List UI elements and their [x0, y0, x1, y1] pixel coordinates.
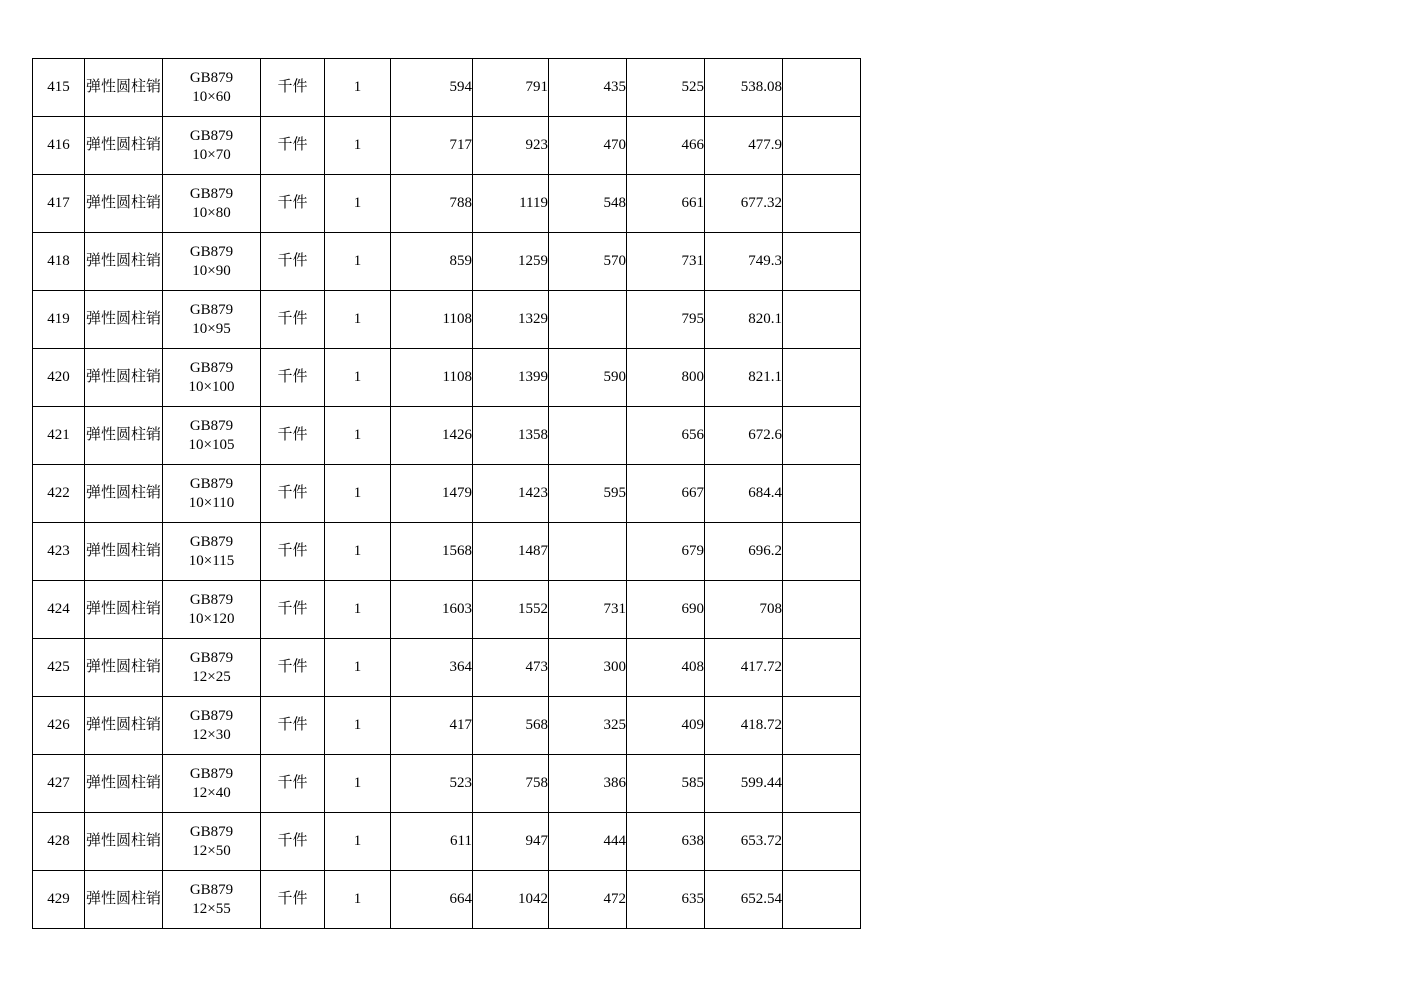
- cell-value-4[interactable]: 409: [627, 697, 705, 755]
- cell-index[interactable]: 422: [33, 465, 85, 523]
- cell-value-1[interactable]: 364: [391, 639, 473, 697]
- cell-index[interactable]: 419: [33, 291, 85, 349]
- cell-value-2[interactable]: 568: [473, 697, 549, 755]
- spec-standard-code: GB879: [189, 69, 234, 86]
- cell-value-2[interactable]: 1042: [473, 871, 549, 929]
- cell-quantity[interactable]: 1: [325, 349, 391, 407]
- cell-value-5[interactable]: 677.32: [705, 175, 783, 233]
- cell-note[interactable]: [783, 755, 861, 813]
- cell-value-3[interactable]: 731: [549, 581, 627, 639]
- cell-value-5[interactable]: 708: [705, 581, 783, 639]
- cell-value-1[interactable]: 417: [391, 697, 473, 755]
- cell-note[interactable]: [783, 175, 861, 233]
- spec-standard-code: GB879: [189, 185, 234, 202]
- cell-value-4[interactable]: 690: [627, 581, 705, 639]
- cell-value-1[interactable]: 594: [391, 59, 473, 117]
- cell-spec[interactable]: [163, 813, 261, 871]
- cell-value-3[interactable]: 470: [549, 117, 627, 175]
- cell-note[interactable]: [783, 349, 861, 407]
- cell-value-1[interactable]: 1108: [391, 291, 473, 349]
- cell-unit[interactable]: 千件: [261, 465, 325, 523]
- cell-value-4[interactable]: 731: [627, 233, 705, 291]
- price-table-container: [32, 58, 861, 929]
- cell-value-3[interactable]: 325: [549, 697, 627, 755]
- table-row[interactable]: [33, 349, 861, 407]
- cell-value-2[interactable]: 1487: [473, 523, 549, 581]
- cell-quantity[interactable]: 1: [325, 755, 391, 813]
- cell-value-4[interactable]: 656: [627, 407, 705, 465]
- cell-value-3[interactable]: 386: [549, 755, 627, 813]
- cell-value-4[interactable]: 525: [627, 59, 705, 117]
- cell-note[interactable]: [783, 407, 861, 465]
- cell-value-3[interactable]: 472: [549, 871, 627, 929]
- table-row[interactable]: [33, 581, 861, 639]
- cell-value-2[interactable]: 923: [473, 117, 549, 175]
- price-table-body: [33, 59, 861, 929]
- cell-unit[interactable]: 千件: [261, 349, 325, 407]
- spec-standard-code: GB879: [189, 881, 234, 898]
- price-table: [32, 58, 861, 929]
- cell-value-1[interactable]: 859: [391, 233, 473, 291]
- table-row[interactable]: [33, 639, 861, 697]
- cell-note[interactable]: [783, 523, 861, 581]
- cell-value-1[interactable]: 717: [391, 117, 473, 175]
- spec-dimension: 10×95: [192, 320, 231, 337]
- cell-value-2[interactable]: 1423: [473, 465, 549, 523]
- cell-note[interactable]: [783, 697, 861, 755]
- cell-value-5[interactable]: 652.54: [705, 871, 783, 929]
- spec-standard-code: GB879: [189, 765, 234, 782]
- cell-note[interactable]: [783, 639, 861, 697]
- cell-unit[interactable]: 千件: [261, 581, 325, 639]
- cell-quantity[interactable]: 1: [325, 639, 391, 697]
- spec-dimension: 12×25: [192, 668, 231, 685]
- spec-dimension: 10×120: [188, 610, 235, 627]
- spec-dimension: 10×80: [192, 204, 231, 221]
- cell-value-3[interactable]: 548: [549, 175, 627, 233]
- spec-dimension: 10×105: [188, 436, 235, 453]
- cell-value-5[interactable]: 820.1: [705, 291, 783, 349]
- table-row[interactable]: [33, 755, 861, 813]
- cell-value-2[interactable]: 1552: [473, 581, 549, 639]
- cell-name[interactable]: 弹性圆柱销: [85, 813, 163, 871]
- cell-note[interactable]: [783, 813, 861, 871]
- cell-value-5[interactable]: 684.4: [705, 465, 783, 523]
- cell-name[interactable]: 弹性圆柱销: [85, 175, 163, 233]
- cell-spec[interactable]: [163, 871, 261, 929]
- cell-index[interactable]: 417: [33, 175, 85, 233]
- spec-standard-code: GB879: [189, 301, 234, 318]
- spec-dimension: 12×30: [192, 726, 231, 743]
- cell-index[interactable]: 418: [33, 233, 85, 291]
- cell-index[interactable]: 416: [33, 117, 85, 175]
- cell-index[interactable]: 429: [33, 871, 85, 929]
- cell-name[interactable]: 弹性圆柱销: [85, 407, 163, 465]
- spec-dimension: 10×110: [188, 494, 235, 511]
- spec-dimension: 10×90: [192, 262, 231, 279]
- table-row[interactable]: [33, 697, 861, 755]
- cell-value-1[interactable]: 611: [391, 813, 473, 871]
- cell-value-5[interactable]: 749.3: [705, 233, 783, 291]
- cell-value-4[interactable]: 638: [627, 813, 705, 871]
- cell-value-5[interactable]: 696.2: [705, 523, 783, 581]
- cell-unit[interactable]: 千件: [261, 117, 325, 175]
- cell-value-5[interactable]: 672.6: [705, 407, 783, 465]
- cell-value-2[interactable]: 1119: [473, 175, 549, 233]
- cell-spec[interactable]: [163, 639, 261, 697]
- cell-spec[interactable]: [163, 175, 261, 233]
- table-row[interactable]: [33, 59, 861, 117]
- spec-standard-code: GB879: [189, 127, 234, 144]
- cell-value-4[interactable]: 635: [627, 871, 705, 929]
- cell-unit[interactable]: 千件: [261, 639, 325, 697]
- cell-value-3[interactable]: [549, 291, 627, 349]
- cell-name[interactable]: 弹性圆柱销: [85, 291, 163, 349]
- cell-spec[interactable]: [163, 117, 261, 175]
- cell-unit[interactable]: 千件: [261, 59, 325, 117]
- table-row[interactable]: [33, 233, 861, 291]
- spec-dimension: 12×50: [192, 842, 231, 859]
- cell-index[interactable]: 423: [33, 523, 85, 581]
- cell-name[interactable]: 弹性圆柱销: [85, 639, 163, 697]
- cell-index[interactable]: 421: [33, 407, 85, 465]
- cell-value-1[interactable]: 523: [391, 755, 473, 813]
- cell-value-5[interactable]: 653.72: [705, 813, 783, 871]
- cell-unit[interactable]: 千件: [261, 407, 325, 465]
- cell-spec[interactable]: [163, 59, 261, 117]
- cell-spec[interactable]: [163, 697, 261, 755]
- cell-name[interactable]: 弹性圆柱销: [85, 523, 163, 581]
- cell-name[interactable]: 弹性圆柱销: [85, 349, 163, 407]
- cell-value-4[interactable]: 661: [627, 175, 705, 233]
- cell-quantity[interactable]: 1: [325, 59, 391, 117]
- cell-unit[interactable]: 千件: [261, 291, 325, 349]
- cell-value-3[interactable]: 570: [549, 233, 627, 291]
- cell-value-5[interactable]: 821.1: [705, 349, 783, 407]
- cell-value-2[interactable]: 947: [473, 813, 549, 871]
- spec-dimension: 12×40: [192, 784, 231, 801]
- cell-value-3[interactable]: 595: [549, 465, 627, 523]
- cell-value-4[interactable]: 667: [627, 465, 705, 523]
- spec-dimension: 10×115: [188, 552, 235, 569]
- cell-value-2[interactable]: 1399: [473, 349, 549, 407]
- cell-value-2[interactable]: 758: [473, 755, 549, 813]
- cell-value-1[interactable]: 1603: [391, 581, 473, 639]
- cell-unit[interactable]: 千件: [261, 233, 325, 291]
- cell-value-1[interactable]: 1568: [391, 523, 473, 581]
- cell-index[interactable]: 415: [33, 59, 85, 117]
- cell-value-5[interactable]: 599.44: [705, 755, 783, 813]
- spec-standard-code: GB879: [189, 243, 234, 260]
- cell-name[interactable]: 弹性圆柱销: [85, 581, 163, 639]
- cell-note[interactable]: [783, 871, 861, 929]
- cell-spec[interactable]: [163, 755, 261, 813]
- cell-value-5[interactable]: 418.72: [705, 697, 783, 755]
- cell-value-2[interactable]: 1259: [473, 233, 549, 291]
- table-row[interactable]: [33, 175, 861, 233]
- cell-value-3[interactable]: 444: [549, 813, 627, 871]
- cell-note[interactable]: [783, 581, 861, 639]
- cell-quantity[interactable]: 1: [325, 697, 391, 755]
- spec-dimension: 10×70: [192, 146, 231, 163]
- table-row[interactable]: [33, 117, 861, 175]
- cell-value-4[interactable]: 679: [627, 523, 705, 581]
- cell-name[interactable]: 弹性圆柱销: [85, 755, 163, 813]
- table-row[interactable]: [33, 465, 861, 523]
- table-row[interactable]: [33, 407, 861, 465]
- cell-unit[interactable]: 千件: [261, 871, 325, 929]
- cell-value-3[interactable]: 435: [549, 59, 627, 117]
- table-row[interactable]: [33, 871, 861, 929]
- cell-value-3[interactable]: [549, 407, 627, 465]
- cell-value-1[interactable]: 1479: [391, 465, 473, 523]
- cell-index[interactable]: 424: [33, 581, 85, 639]
- cell-quantity[interactable]: 1: [325, 581, 391, 639]
- spec-standard-code: GB879: [189, 591, 234, 608]
- spec-dimension: 10×60: [192, 88, 231, 105]
- cell-note[interactable]: [783, 117, 861, 175]
- cell-quantity[interactable]: 1: [325, 291, 391, 349]
- cell-value-1[interactable]: 788: [391, 175, 473, 233]
- cell-quantity[interactable]: 1: [325, 117, 391, 175]
- cell-spec[interactable]: [163, 291, 261, 349]
- cell-value-1[interactable]: 1426: [391, 407, 473, 465]
- table-row[interactable]: [33, 291, 861, 349]
- cell-value-2[interactable]: 1358: [473, 407, 549, 465]
- cell-value-3[interactable]: 590: [549, 349, 627, 407]
- cell-spec[interactable]: [163, 581, 261, 639]
- cell-spec[interactable]: [163, 349, 261, 407]
- cell-value-4[interactable]: 795: [627, 291, 705, 349]
- cell-index[interactable]: 420: [33, 349, 85, 407]
- cell-quantity[interactable]: 1: [325, 407, 391, 465]
- cell-quantity[interactable]: 1: [325, 175, 391, 233]
- spec-standard-code: GB879: [189, 649, 234, 666]
- cell-unit[interactable]: 千件: [261, 523, 325, 581]
- spec-standard-code: GB879: [189, 359, 234, 376]
- cell-index[interactable]: 426: [33, 697, 85, 755]
- spec-standard-code: GB879: [189, 475, 234, 492]
- cell-value-4[interactable]: 408: [627, 639, 705, 697]
- cell-spec[interactable]: [163, 233, 261, 291]
- cell-unit[interactable]: 千件: [261, 755, 325, 813]
- cell-note[interactable]: [783, 465, 861, 523]
- cell-name[interactable]: 弹性圆柱销: [85, 465, 163, 523]
- cell-unit[interactable]: 千件: [261, 175, 325, 233]
- cell-value-5[interactable]: 417.72: [705, 639, 783, 697]
- cell-value-5[interactable]: 477.9: [705, 117, 783, 175]
- table-row[interactable]: [33, 523, 861, 581]
- table-row[interactable]: [33, 813, 861, 871]
- cell-value-2[interactable]: 1329: [473, 291, 549, 349]
- cell-quantity[interactable]: 1: [325, 813, 391, 871]
- spec-standard-code: GB879: [189, 823, 234, 840]
- cell-index[interactable]: 425: [33, 639, 85, 697]
- cell-unit[interactable]: 千件: [261, 697, 325, 755]
- cell-value-1[interactable]: 1108: [391, 349, 473, 407]
- cell-name[interactable]: 弹性圆柱销: [85, 697, 163, 755]
- spec-dimension: 12×55: [192, 900, 231, 917]
- cell-name[interactable]: 弹性圆柱销: [85, 117, 163, 175]
- spec-standard-code: GB879: [189, 707, 234, 724]
- cell-name[interactable]: 弹性圆柱销: [85, 871, 163, 929]
- cell-note[interactable]: [783, 291, 861, 349]
- cell-value-3[interactable]: [549, 523, 627, 581]
- cell-unit[interactable]: 千件: [261, 813, 325, 871]
- spec-dimension: 10×100: [188, 378, 235, 395]
- cell-note[interactable]: [783, 59, 861, 117]
- cell-value-4[interactable]: 800: [627, 349, 705, 407]
- cell-quantity[interactable]: 1: [325, 233, 391, 291]
- spec-standard-code: GB879: [189, 417, 234, 434]
- cell-index[interactable]: 428: [33, 813, 85, 871]
- cell-quantity[interactable]: 1: [325, 465, 391, 523]
- cell-spec[interactable]: [163, 523, 261, 581]
- spec-standard-code: GB879: [189, 533, 234, 550]
- cell-value-5[interactable]: 538.08: [705, 59, 783, 117]
- cell-quantity[interactable]: 1: [325, 871, 391, 929]
- cell-name[interactable]: 弹性圆柱销: [85, 59, 163, 117]
- cell-value-2[interactable]: 473: [473, 639, 549, 697]
- cell-spec[interactable]: [163, 465, 261, 523]
- cell-value-4[interactable]: 466: [627, 117, 705, 175]
- cell-note[interactable]: [783, 233, 861, 291]
- cell-spec[interactable]: [163, 407, 261, 465]
- cell-index[interactable]: 427: [33, 755, 85, 813]
- cell-value-3[interactable]: 300: [549, 639, 627, 697]
- cell-value-2[interactable]: 791: [473, 59, 549, 117]
- cell-name[interactable]: 弹性圆柱销: [85, 233, 163, 291]
- cell-value-4[interactable]: 585: [627, 755, 705, 813]
- cell-quantity[interactable]: 1: [325, 523, 391, 581]
- cell-value-1[interactable]: 664: [391, 871, 473, 929]
